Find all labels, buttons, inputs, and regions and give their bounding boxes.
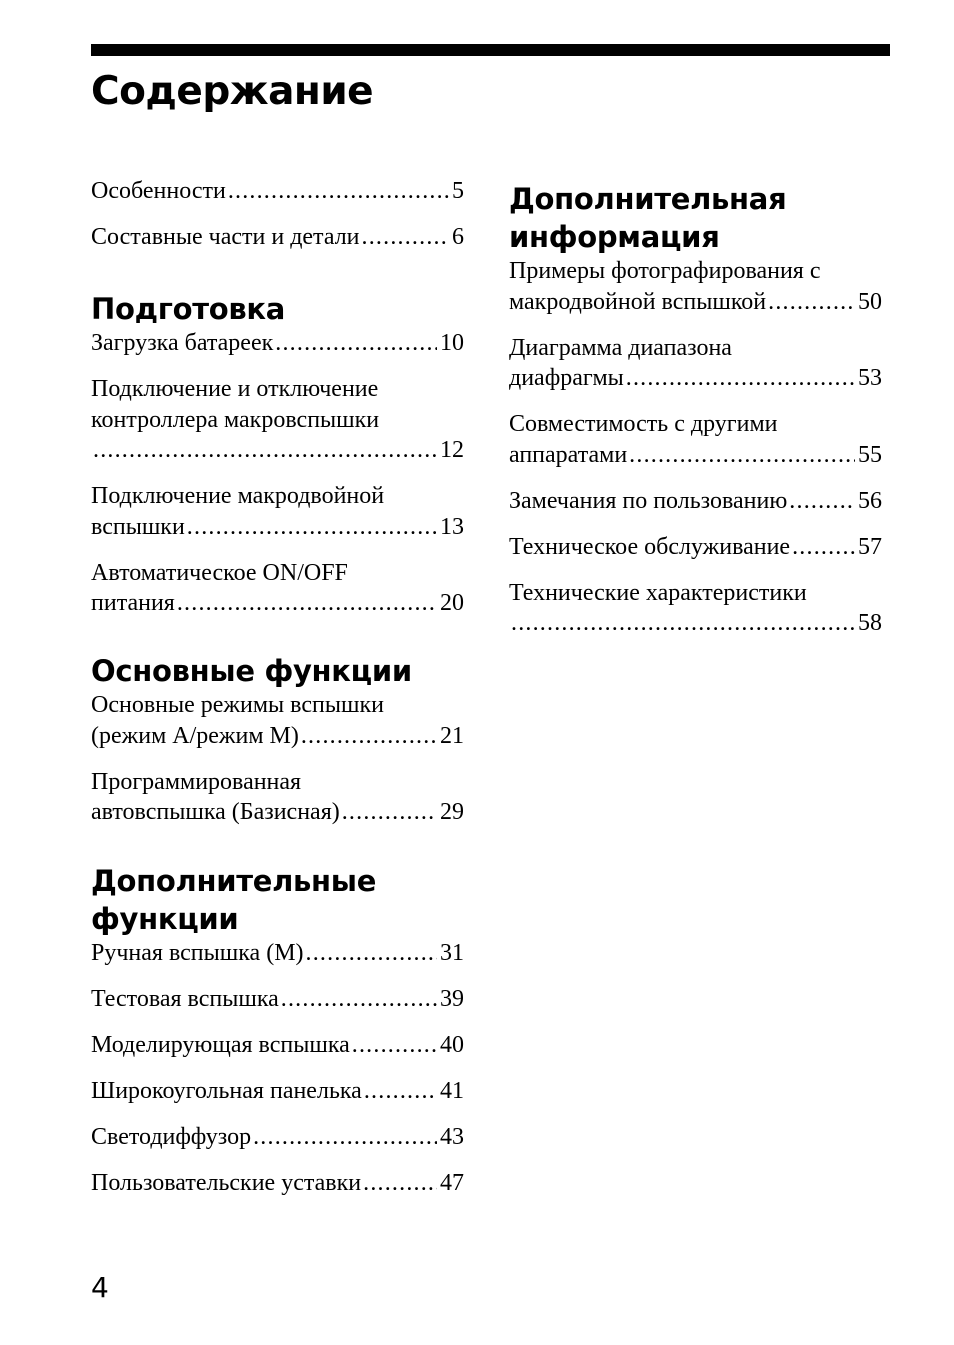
toc-entry[interactable]: [91, 481, 464, 542]
toc-entry[interactable]: [91, 222, 464, 253]
toc-entry-title-line: Подключение и отключение: [91, 376, 379, 402]
toc-entry[interactable]: [509, 578, 882, 639]
toc-page-number: 20: [440, 590, 464, 616]
toc-page-number: 56: [858, 487, 882, 514]
toc-entry-title: Светодиффузор: [91, 1124, 252, 1150]
toc-entry-line: [509, 486, 882, 517]
toc-section-preparation: [91, 290, 464, 634]
toc-entry-line: [509, 363, 882, 394]
toc-entry-title: вспышки: [91, 513, 185, 540]
toc-page-number: 58: [858, 610, 882, 636]
toc-page-number: 5: [452, 178, 464, 204]
toc-entry-line: [91, 938, 464, 969]
toc-entry-title-line: контроллера макровспышки: [91, 406, 380, 433]
toc-entry-title-line: Автоматическое ON/OFF: [91, 559, 348, 586]
toc-page-number: 31: [440, 940, 464, 966]
toc-entry-title: Загрузка батареек: [91, 330, 274, 356]
toc-entry-line: [91, 1030, 464, 1061]
dot-leader: [626, 363, 855, 394]
toc-page-number: 39: [440, 986, 464, 1012]
toc-entry-title: макродвойной вспышкой: [509, 288, 767, 315]
toc-entry[interactable]: [91, 984, 464, 1015]
toc-entry-line: [91, 1168, 464, 1199]
toc-entry[interactable]: [91, 1168, 464, 1199]
toc-entry-title-line: Диаграмма диапазона: [509, 334, 732, 361]
dot-leader: [177, 588, 437, 619]
section-heading: [91, 652, 464, 690]
toc-page-number: 29: [440, 799, 464, 825]
toc-entry-line: [509, 608, 882, 639]
toc-page-number: 21: [440, 722, 464, 749]
toc-page-number: 50: [858, 288, 882, 315]
toc-entry-title: Широкоугольная панелька: [91, 1078, 362, 1104]
toc-entry-line: [91, 984, 464, 1015]
toc-entry-title: Моделирующая вспышка: [91, 1032, 350, 1058]
section-heading-line: функции: [91, 902, 239, 936]
dot-leader: [363, 1168, 437, 1199]
top-rule: [91, 44, 890, 56]
toc-entry-title-line: Совместимость с другими: [509, 411, 778, 437]
dot-leader: [228, 176, 449, 207]
toc-entry-title-line: Примеры фотографирования с: [509, 258, 821, 284]
section-heading-line: Дополнительная: [509, 182, 787, 216]
toc-page-number: 40: [440, 1032, 464, 1058]
toc-entry-line: [91, 797, 464, 828]
toc-entry[interactable]: [509, 333, 882, 394]
toc-page-number: 53: [858, 365, 882, 391]
dot-leader: [93, 435, 437, 466]
toc-entry-title: диафрагмы: [509, 365, 624, 391]
toc-entry[interactable]: [91, 374, 464, 466]
toc-entry-title-line: Программированная: [91, 768, 302, 795]
toc-entry[interactable]: [91, 328, 464, 359]
toc-entry-title: Техническое обслуживание: [509, 533, 791, 560]
toc-entry[interactable]: [91, 558, 464, 619]
toc-entry[interactable]: [91, 690, 464, 751]
dot-leader: [253, 1122, 437, 1153]
toc-entry-title-line: Основные режимы вспышки: [91, 692, 384, 718]
section-heading-line: информация: [509, 220, 720, 254]
dot-leader: [301, 721, 437, 752]
dot-leader: [306, 938, 437, 969]
toc-entry[interactable]: [509, 532, 882, 563]
toc-entry-title: Пользовательские уставки: [91, 1170, 362, 1196]
toc-entry[interactable]: [509, 486, 882, 517]
toc-entry-line: [91, 222, 464, 253]
toc-entry-title: (режим A/режим M): [91, 722, 299, 749]
toc-entry-line: [91, 435, 464, 466]
toc-section-additional-info: [509, 180, 882, 654]
dot-leader: [362, 222, 449, 253]
dot-leader: [342, 797, 437, 828]
section-heading-line: Дополнительные: [91, 864, 377, 898]
page-number: 4: [91, 1271, 109, 1304]
toc-entry-line: [91, 512, 464, 543]
section-heading: [91, 862, 464, 938]
toc-entry-title: питания: [91, 590, 175, 616]
section-heading-line: Основные функции: [91, 654, 412, 688]
dot-leader: [187, 512, 437, 543]
toc-entry[interactable]: [91, 767, 464, 828]
toc-entry-line: [91, 1076, 464, 1107]
toc-entry[interactable]: [91, 1076, 464, 1107]
section-heading: [509, 180, 882, 256]
toc-entry-title: аппаратами: [509, 441, 628, 468]
toc-entry-title: Ручная вспышка (M): [91, 940, 304, 966]
dot-leader: [629, 440, 855, 471]
toc-entry-line: [91, 588, 464, 619]
toc-entry-title-line: Подключение макродвойной: [91, 483, 385, 509]
toc-entry-title: автовспышка (Базисная): [91, 799, 340, 825]
toc-entry-line: [509, 532, 882, 563]
toc-entry-line: [91, 721, 464, 752]
toc-entry[interactable]: [91, 176, 464, 207]
dot-leader: [281, 984, 437, 1015]
toc-entry[interactable]: [91, 938, 464, 969]
toc-entry[interactable]: [91, 1030, 464, 1061]
toc-entry-title: Тестовая вспышка: [91, 986, 279, 1012]
toc-section-advanced-functions: [91, 862, 464, 1214]
toc-page-number: 6: [452, 224, 464, 250]
toc-entry[interactable]: [91, 1122, 464, 1153]
dot-leader: [789, 486, 855, 517]
toc-page-number: 55: [858, 441, 882, 468]
dot-leader: [792, 532, 855, 563]
section-heading-line: Подготовка: [91, 292, 286, 326]
toc-page-number: 12: [440, 437, 464, 463]
toc-page-number: 43: [440, 1124, 464, 1150]
section-heading: [91, 290, 464, 328]
toc-entry-title: Составные части и детали: [91, 224, 360, 250]
toc-entry-title-line: Технические характеристики: [509, 579, 807, 606]
toc-section-basic-functions: [91, 652, 464, 843]
dot-leader: [275, 328, 437, 359]
toc-entry-title: Особенности: [91, 178, 226, 204]
toc-page-number: 10: [440, 330, 464, 356]
toc-entry-title: Замечания по пользованию: [509, 487, 788, 514]
toc-entry-line: [509, 287, 882, 318]
toc-entry-line: [509, 440, 882, 471]
toc-entry[interactable]: [509, 409, 882, 470]
toc-entry-line: [91, 1122, 464, 1153]
toc-entry-line: [91, 328, 464, 359]
page-title: Содержание: [91, 69, 374, 114]
toc-entry-line: [91, 176, 464, 207]
toc-page-number: 57: [858, 533, 882, 560]
dot-leader: [768, 287, 855, 318]
toc-page-number: 13: [440, 513, 464, 540]
dot-leader: [364, 1076, 437, 1107]
toc-entry[interactable]: [509, 256, 882, 317]
toc-page-number: 47: [440, 1170, 464, 1196]
toc-section-intro: [91, 176, 464, 268]
dot-leader: [511, 608, 855, 639]
dot-leader: [352, 1030, 437, 1061]
toc-page-number: 41: [440, 1078, 464, 1104]
